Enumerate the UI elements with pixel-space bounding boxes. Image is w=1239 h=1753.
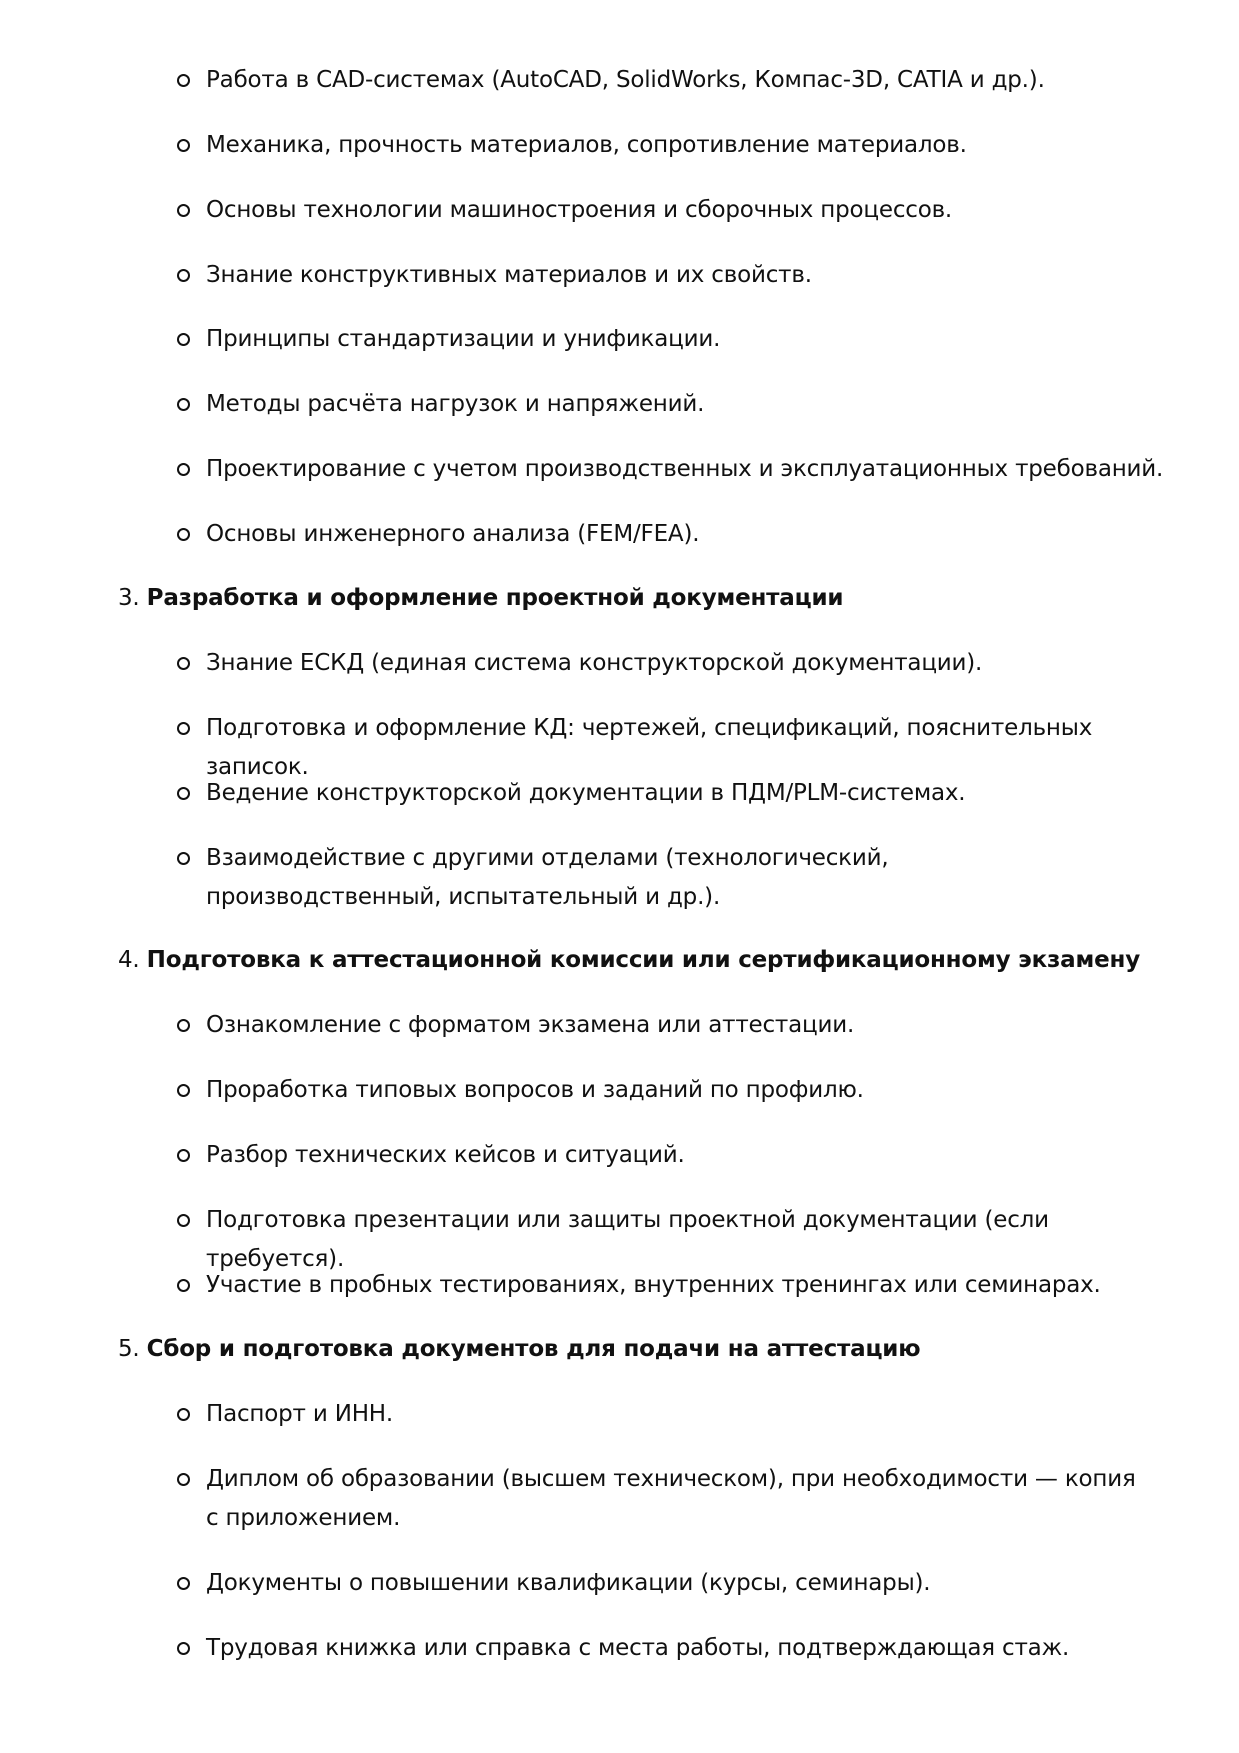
list-item: Разбор технических кейсов и ситуаций.	[206, 1142, 685, 1168]
section-number: 3.	[118, 585, 140, 611]
bullet-icon	[177, 269, 190, 282]
section-number: 5.	[118, 1336, 140, 1362]
list-item: Знание конструктивных материалов и их свойств.	[206, 262, 812, 288]
bullet-icon	[177, 1279, 190, 1292]
section-title: Сбор и подготовка документов для подачи на аттестацию	[146, 1336, 921, 1362]
list-item: Взаимодействие с другими отделами (технологический, производственный, испытательный и др.).	[206, 845, 889, 910]
list-item: Документы о повышении квалификации (курсы, семинары).	[206, 1570, 931, 1596]
bullet-icon	[177, 1642, 190, 1655]
list-item: Подготовка презентации или защиты проектной документации (если требуется).	[206, 1207, 1049, 1272]
section-4-heading	[118, 941, 1140, 980]
list-item: Знание ЕСКД (единая система конструкторской документации).	[206, 650, 983, 676]
bullet-icon	[177, 1408, 190, 1421]
list-item: Участие в пробных тестированиях, внутренних тренингах или семинарах.	[206, 1272, 1101, 1298]
list-item: Паспорт и ИНН.	[206, 1401, 394, 1427]
bullet-icon	[177, 204, 190, 217]
bullet-icon	[177, 1214, 190, 1227]
bullet-icon	[177, 333, 190, 346]
list-item: Работа в CAD-системах (AutoCAD, SolidWorks, Компас-3D, CATIA и др.).	[206, 67, 1045, 93]
list-item: Проектирование с учетом производственных и эксплуатационных требований.	[206, 456, 1164, 482]
bullet-icon	[177, 787, 190, 800]
bullet-icon	[177, 1149, 190, 1162]
section-title: Подготовка к аттестационной комиссии или сертификационному экзамену	[146, 947, 1140, 973]
list-item: Ведение конструкторской документации в ПДМ/PLM-системах.	[206, 780, 966, 806]
list-item: Диплом об образовании (высшем техническом), при необходимости — копия с приложением.	[206, 1466, 1136, 1531]
list-item: Трудовая книжка или справка с места работы, подтверждающая стаж.	[206, 1635, 1070, 1661]
bullet-icon	[177, 1084, 190, 1097]
bullet-icon	[177, 463, 190, 476]
bullet-icon	[177, 1577, 190, 1590]
list-item: Принципы стандартизации и унификации.	[206, 326, 721, 352]
bullet-icon	[177, 1019, 190, 1032]
bullet-icon	[177, 139, 190, 152]
list-item: Методы расчёта нагрузок и напряжений.	[206, 391, 705, 417]
bullet-icon	[177, 657, 190, 670]
bullet-icon	[177, 528, 190, 541]
section-title: Разработка и оформление проектной документации	[146, 585, 844, 611]
section-3-heading	[118, 579, 843, 618]
list-item: Подготовка и оформление КД: чертежей, спецификаций, пояснительных записок.	[206, 715, 1093, 780]
list-item: Основы инженерного анализа (FEM/FEA).	[206, 521, 700, 547]
list-item: Ознакомление с форматом экзамена или аттестации.	[206, 1012, 855, 1038]
list-item: Проработка типовых вопросов и заданий по профилю.	[206, 1077, 864, 1103]
bullet-icon	[177, 852, 190, 865]
list-item: Основы технологии машиностроения и сборочных процессов.	[206, 197, 953, 223]
section-number: 4.	[118, 947, 140, 973]
bullet-icon	[177, 1473, 190, 1486]
bullet-icon	[177, 722, 190, 735]
bullet-icon	[177, 74, 190, 87]
bullet-icon	[177, 398, 190, 411]
list-item: Механика, прочность материалов, сопротивление материалов.	[206, 132, 967, 158]
section-5-heading	[118, 1330, 920, 1369]
